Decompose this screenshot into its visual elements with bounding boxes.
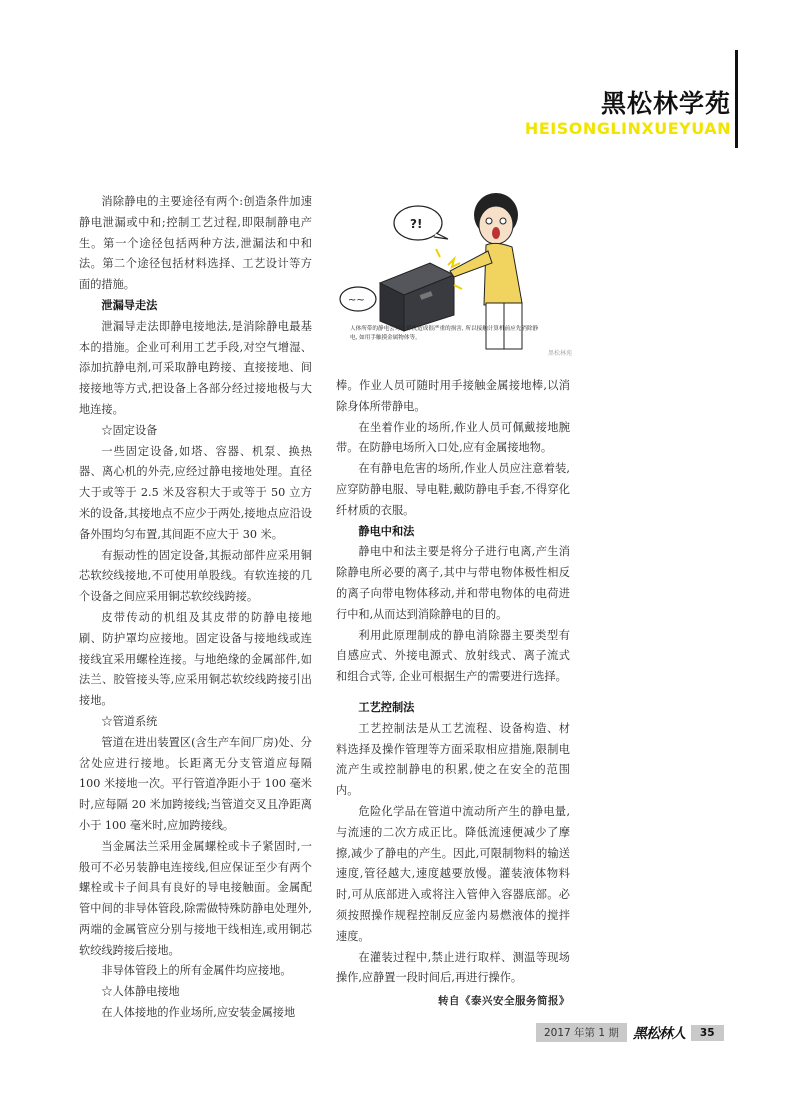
column-subtitle: HEISONGLINXUEYUAN xyxy=(524,119,731,138)
section-heading: 静电中和法 xyxy=(358,524,415,538)
paragraph: 一些固定设备,如塔、容器、机泵、换热器、离心机的外壳,应经过静电接地处理。直径大于或等于 2.5 米及容积大于或等于 50 立方米的设备,其接地点不应少于两处,接地点应沿设备外围均匀布置,其间距不应大于 30 米。 xyxy=(79,444,312,541)
paragraph: 管道在进出装置区(含生产车间厂房)处、分岔处应进行接地。长距离无分支管道应每隔 100 米接地一次。平行管道净距小于 100 毫米时,应每隔 20 米加跨接线;当管道交叉且净距离小于 100 毫米时,应加跨接线。 xyxy=(79,735,312,832)
speech-bubble-small xyxy=(340,287,376,311)
masthead-rule xyxy=(735,50,738,148)
paragraph: 在有静电危害的场所,作业人员应注意着装,应穿防静电服、导电鞋,戴防静电手套,不得穿化纤材质的衣服。 xyxy=(336,462,570,517)
paragraph: 棒。作业人员可随时用手接触金属接地棒,以消除身体所带静电。 xyxy=(336,379,570,413)
page-number: 35 xyxy=(691,1025,724,1041)
speech-bubble xyxy=(394,206,448,240)
section-heading: 工艺控制法 xyxy=(358,700,415,714)
paragraph: 利用此原理制成的静电消除器主要类型有自感应式、外接电源式、放射线式、离子流式和组合式等, 企业可根据生产的需要进行选择。 xyxy=(336,628,570,684)
paragraph: 在人体接地的作业场所,应安装金属接地 xyxy=(101,1006,296,1020)
paragraph: 工艺控制法是从工艺流程、设备构造、材料选择及操作管理等方面采取相应措施,限制电流产生或控制静电的积累,使之在安全的范围内。 xyxy=(336,721,570,798)
cartoon-illustration xyxy=(336,175,574,360)
paragraph: 在灌装过程中,禁止进行取样、测温等现场操作,应静置一段时间后,再进行操作。 xyxy=(336,950,570,985)
issue-label: 2017 年第 1 期 xyxy=(536,1023,627,1042)
paragraph: 静电中和法主要是将分子进行电离,产生消除静电所必要的离子,其中与带电物体极性相反的离子向带电物体移动,并和带电物体的电荷进行中和,从而达到消除静电的目的。 xyxy=(336,545,570,621)
bubble1-text: ?! xyxy=(410,217,423,231)
paragraph: 在坐着作业的场所,作业人员可佩戴接地腕带。在防静电场所入口处,应有金属接地物。 xyxy=(336,420,570,455)
column-title: 黑松林学苑 xyxy=(600,89,731,118)
bubble2-text: ~~ xyxy=(348,295,365,306)
paragraph: 皮带传动的机组及其皮带的防静电接地刷、防护罩均应接地。固定设备与接地线或连接线宜采用螺栓连接。与地绝缘的金属部件,如法兰、胶管接头等,应采用铜芯软绞线跨接引出接地。 xyxy=(79,610,312,708)
paragraph: 泄漏导走法即静电接地法,是消除静电最基本的措施。企业可利用工艺手段,对空气增湿、添加抗静电剂,可采取静电跨接、直接接地、间接接地等方式,把设备上各部分经过接地极与大地连接。 xyxy=(79,319,312,416)
paragraph: 消除静电的主要途径有两个:创造条件加速静电泄漏或中和;控制工艺过程,即限制静电产生。第一个途径包括两种方法,泄漏法和中和法。第二个途径包括材料选择、工艺设计等方面的措施。 xyxy=(79,195,312,292)
computer-case-icon xyxy=(380,263,454,331)
paragraph: 非导体管段上的所有金属件均应接地。 xyxy=(101,964,292,978)
section-heading: 泄漏导走法 xyxy=(101,298,158,312)
paragraph: ☆人体静电接地 xyxy=(101,985,180,999)
paragraph: 有振动性的固定设备,其振动部件应采用铜芯软绞线接地,不可使用单股线。有软连接的几个设备之间应采用铜芯软绞线跨接。 xyxy=(79,548,312,604)
illustration-caption: 人体所带的静电会对计算机造成很严重的损害, 所以接触计算机前应先消除静电, 如用手触摸金属物体等。 xyxy=(350,326,539,341)
source-credit: 转自《泰兴安全服务简报》 xyxy=(438,995,570,1008)
paragraph: ☆管道系统 xyxy=(101,714,158,728)
paragraph: 当金属法兰采用金属螺栓或卡子紧固时,一般可不必另装静电连接线,但应保证至少有两个螺栓或卡子间具有良好的导电接触面。金属配管中间的非导体管段,除需做特殊防静电处理外,两端的金属管应分别与接地干线相连,或用铜芯软绞线跨接后接地。 xyxy=(79,839,312,957)
left-column xyxy=(79,192,312,1024)
paragraph: ☆固定设备 xyxy=(101,423,158,437)
paragraph: 危险化学品在管道中流动所产生的静电量,与流速的二次方成正比。降低流速便减少了摩擦,减少了静电的产生。因此,可限制物料的输送速度,管径越大,速度越要放慢。灌装液体物料时,可从底部进入或将注入管伸入容器底部。必须按照操作规程控制反应釜内易燃液体的搅拌速度。 xyxy=(336,804,570,943)
right-column xyxy=(336,376,570,1012)
page-footer xyxy=(536,1024,724,1041)
illustration-watermark: 黑松林苑 xyxy=(548,350,573,357)
magazine-logo: 黑松林人 xyxy=(632,1025,685,1042)
